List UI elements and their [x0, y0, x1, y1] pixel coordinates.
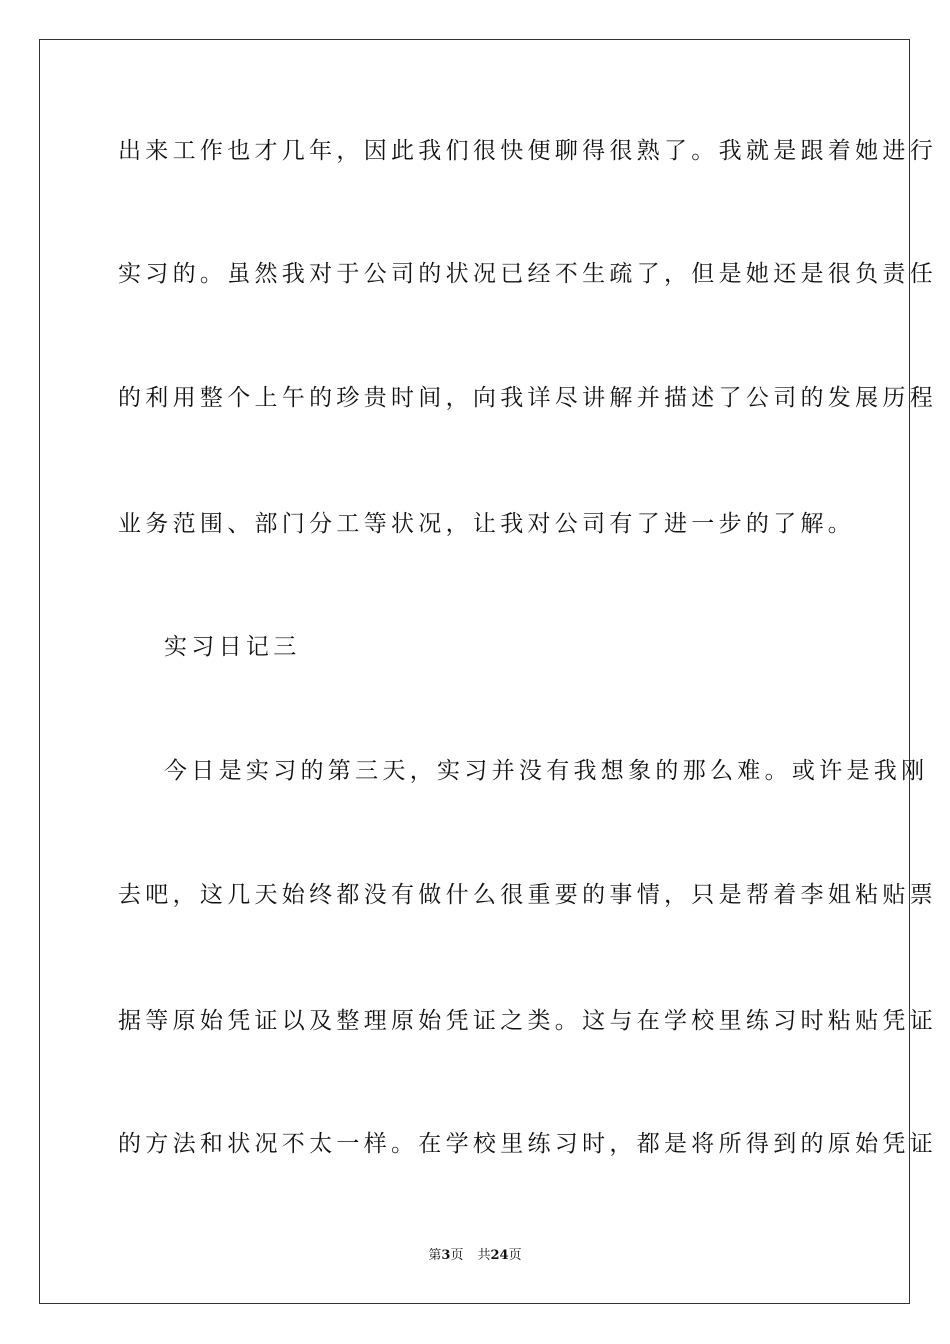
- text-line-5: 今日是实习的第三天，实习并没有我想象的那么难。或许是我刚: [164, 758, 929, 784]
- total-prefix: 共: [477, 1248, 491, 1263]
- text-line-8: 的方法和状况不太一样。在学校里练习时，都是将所得到的原始凭证: [118, 1131, 937, 1157]
- section-heading: 实习日记三: [164, 634, 301, 660]
- total-pages: 24: [490, 1248, 509, 1263]
- page-suffix: 页: [450, 1248, 464, 1263]
- text-line-3: 的利用整个上午的珍贵时间，向我详尽讲解并描述了公司的发展历程: [118, 385, 937, 411]
- total-suffix: 页: [508, 1248, 522, 1263]
- text-line-4: 业务范围、部门分工等状况，让我对公司有了进一步的了解。: [118, 511, 856, 537]
- page-prefix: 第: [428, 1248, 442, 1263]
- page-frame: [39, 39, 937, 1304]
- text-line-7: 据等原始凭证以及整理原始凭证之类。这与在学校里练习时粘贴凭证: [118, 1008, 937, 1034]
- page-footer: [0, 1247, 950, 1265]
- text-line-2: 实习的。虽然我对于公司的状况已经不生疏了，但是她还是很负责任: [118, 261, 937, 287]
- page-number: 3: [441, 1248, 451, 1263]
- text-line-6: 去吧，这几天始终都没有做什么很重要的事情，只是帮着李姐粘贴票: [118, 882, 937, 908]
- text-line-1: 出来工作也才几年，因此我们很快便聊得很熟了。我就是跟着她进行: [118, 138, 937, 164]
